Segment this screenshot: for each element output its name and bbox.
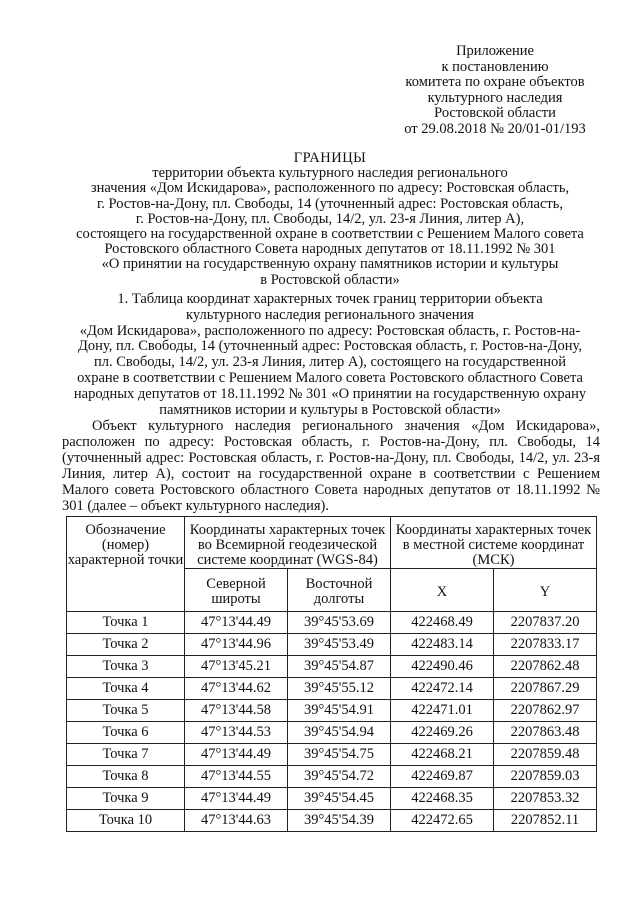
header-wgs: Координаты характерных точек во Всемирной геодезической системе координат (WGS-84) [185, 517, 391, 569]
title-head: ГРАНИЦЫ [293, 150, 367, 166]
cell-lon: 39°45'53.49 [288, 634, 391, 656]
cell-x: 422472.14 [391, 678, 494, 700]
table-row [67, 612, 597, 634]
header-x: X [391, 569, 494, 612]
cell-lat: 47°13'44.58 [185, 700, 288, 722]
title-line: значения «Дом Искидарова», расположенного по адресу: Ростовская область, [90, 180, 570, 197]
title-line: в Ростовской области» [260, 271, 400, 288]
cell-lat: 47°13'44.53 [185, 722, 288, 744]
section-line: памятников истории и культуры в Ростовской области» [159, 401, 501, 418]
cell-x: 422468.49 [391, 612, 494, 634]
table-row [67, 700, 597, 722]
cell-point: Точка 4 [67, 678, 185, 700]
header-y: Y [494, 569, 597, 612]
cell-point: Точка 7 [67, 744, 185, 766]
cell-lat: 47°13'45.21 [185, 656, 288, 678]
cell-x: 422483.14 [391, 634, 494, 656]
cell-lon: 39°45'54.39 [288, 810, 391, 832]
header-lat: Северной широты [185, 569, 288, 612]
cell-point: Точка 10 [67, 810, 185, 832]
appendix-line: культурного наследия [427, 89, 563, 106]
table-row [67, 810, 597, 832]
cell-lon: 39°45'55.12 [288, 678, 391, 700]
table-row [67, 678, 597, 700]
cell-y: 2207852.11 [494, 810, 597, 832]
header-point: Обозначение (номер) характерной точки [67, 517, 185, 612]
cell-point: Точка 8 [67, 766, 185, 788]
cell-y: 2207862.97 [494, 700, 597, 722]
section-line: народных депутатов от 18.11.1992 № 301 «О принятии на государственную охрану [73, 385, 587, 402]
cell-x: 422472.65 [391, 810, 494, 832]
appendix-line: комитета по охране объектов [405, 74, 585, 90]
cell-point: Точка 3 [67, 656, 185, 678]
cell-x: 422468.35 [391, 788, 494, 810]
cell-lat: 47°13'44.49 [185, 612, 288, 634]
document-title [60, 151, 600, 288]
table-row [67, 656, 597, 678]
title-line: территории объекта культурного наследия регионального [152, 165, 508, 182]
appendix-line: от 29.08.2018 № 20/01-01/193 [404, 120, 586, 137]
section-line: культурного наследия регионального значения [186, 306, 474, 323]
cell-y: 2207837.20 [494, 612, 597, 634]
table-row [67, 788, 597, 810]
section-line: «Дом Искидарова», расположенного по адресу: Ростовская область, г. Ростов-на- [79, 322, 581, 339]
cell-lat: 47°13'44.49 [185, 788, 288, 810]
section-heading [66, 292, 594, 418]
section-line: 1. Таблица координат характерных точек границ территории объекта [117, 291, 543, 307]
header-lon: Восточной долготы [288, 569, 391, 612]
coordinates-table [66, 516, 597, 832]
table-row [67, 722, 597, 744]
cell-y: 2207867.29 [494, 678, 597, 700]
cell-lon: 39°45'54.72 [288, 766, 391, 788]
cell-lon: 39°45'54.45 [288, 788, 391, 810]
cell-lon: 39°45'54.87 [288, 656, 391, 678]
cell-y: 2207859.48 [494, 744, 597, 766]
cell-lon: 39°45'54.94 [288, 722, 391, 744]
cell-lat: 47°13'44.96 [185, 634, 288, 656]
cell-lon: 39°45'54.75 [288, 744, 391, 766]
cell-point: Точка 6 [67, 722, 185, 744]
cell-x: 422469.87 [391, 766, 494, 788]
cell-y: 2207862.48 [494, 656, 597, 678]
cell-point: Точка 1 [67, 612, 185, 634]
cell-lat: 47°13'44.62 [185, 678, 288, 700]
appendix-line: Ростовской области [434, 105, 556, 121]
cell-point: Точка 2 [67, 634, 185, 656]
cell-y: 2207833.17 [494, 634, 597, 656]
cell-lat: 47°13'44.63 [185, 810, 288, 832]
appendix-line: Приложение [456, 43, 534, 59]
cell-y: 2207859.03 [494, 766, 597, 788]
cell-lat: 47°13'44.49 [185, 744, 288, 766]
cell-x: 422471.01 [391, 700, 494, 722]
title-line: г. Ростов-на-Дону, пл. Свободы, 14/2, ул. 23-я Линия, литер А), [135, 210, 525, 227]
appendix-line: к постановлению [441, 58, 549, 75]
header-msk: Координаты характерных точек в местной системе координат (МСК) [391, 517, 597, 569]
cell-lon: 39°45'53.69 [288, 612, 391, 634]
cell-y: 2207863.48 [494, 722, 597, 744]
cell-y: 2207853.32 [494, 788, 597, 810]
table-row [67, 634, 597, 656]
section-line: охране в соответствии с Решением Малого совета Ростовского областного Совета [77, 369, 583, 386]
cell-x: 422468.21 [391, 744, 494, 766]
cell-lon: 39°45'54.91 [288, 700, 391, 722]
title-line: Ростовского областного Совета народных депутатов от 18.11.1992 № 301 [104, 241, 556, 258]
title-line: «О принятии на государственную охрану памятников истории и культуры [101, 256, 559, 273]
title-line: г. Ростов-на-Дону, пл. Свободы, 14 (уточненный адрес: Ростовская область, [96, 195, 563, 212]
appendix-header [360, 44, 630, 137]
table-row [67, 766, 597, 788]
section-line: пл. Свободы, 14/2, ул. 23-я Линия, литер А), состоящего на государственной [94, 354, 566, 371]
table-row [67, 744, 597, 766]
section-line: Дону, пл. Свободы, 14 (уточненный адрес: Ростовская область, г. Ростов-на-Дону, [78, 338, 582, 355]
cell-point: Точка 5 [67, 700, 185, 722]
cell-lat: 47°13'44.55 [185, 766, 288, 788]
cell-point: Точка 9 [67, 788, 185, 810]
cell-x: 422490.46 [391, 656, 494, 678]
title-line: состоящего на государственной охране в соответствии с Решением Малого совета [76, 226, 584, 243]
cell-x: 422469.26 [391, 722, 494, 744]
object-description-paragraph: Объект культурного наследия регионального значения «Дом Искидарова», расположен по адресу: Ростовская область, г. Ростов-на-Дону, пл. Свободы, 14 (уточненный адрес: Ростовская область, г. Ростов-на-Дону, пл. Свободы, 14/2, ул. 23-я Линия, литер А), состоит на государственной охране в соответствии с Решением Малого совета Ростовского областного Совета народных депутатов от 18.11.1992 № 301 (далее – объект культурного наследия). [62, 418, 600, 514]
